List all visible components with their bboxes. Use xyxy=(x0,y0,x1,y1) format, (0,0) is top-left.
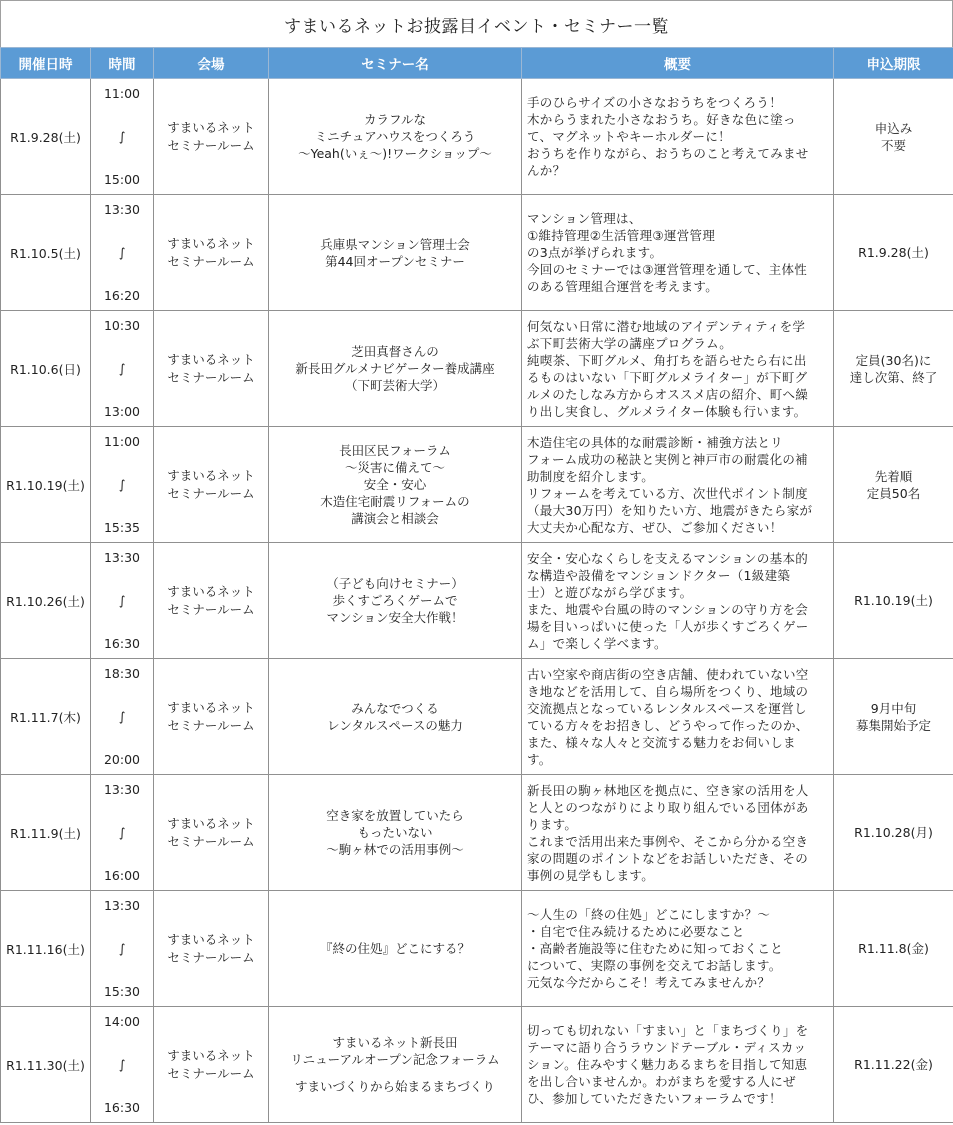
venue-line: セミナールーム xyxy=(167,485,255,501)
seminar-name-line: 芝田真督さんの xyxy=(351,344,439,359)
end-time: 15:35 xyxy=(103,519,141,535)
seminar-name-line: 新長田グルメナビゲーター養成講座 xyxy=(295,361,495,376)
summary-line: るものはいない「下町グルメライター」が下町グ xyxy=(527,369,808,385)
seminar-name-line: マンション安全大作戦！ xyxy=(326,610,464,625)
seminar-table xyxy=(0,47,953,1123)
summary-line: 木からうまれた小さなおうち。好きな色に塗っ xyxy=(527,112,796,127)
table-row xyxy=(1,1007,953,1123)
event-date: R1.11.16(土) xyxy=(1,891,91,1007)
summary-cell xyxy=(522,891,834,1007)
time-separator: ∫ xyxy=(118,128,126,144)
seminar-name-line: 長田区民フォーラム xyxy=(339,443,451,458)
header-venue: 会場 xyxy=(154,48,269,79)
summary-cell xyxy=(522,659,834,775)
deadline-cell xyxy=(834,427,953,543)
table-row xyxy=(1,543,953,659)
deadline-line: R1.9.28(土) xyxy=(858,245,929,260)
summary-line: ルメのたしなみ方からオススメ店の紹介、町へ繰 xyxy=(527,386,809,402)
deadline-line: R1.10.19(土) xyxy=(854,593,933,608)
time-range xyxy=(91,1011,153,1119)
deadline-cell xyxy=(834,659,953,775)
seminar-name-line: すまいるネット新長田 xyxy=(332,1035,458,1050)
summary-line: て、マグネットやキーホルダーに！ xyxy=(527,129,731,144)
deadline-line: 先着順 xyxy=(874,468,913,484)
time-separator: ∫ xyxy=(118,940,126,956)
time-separator: ∫ xyxy=(118,244,126,260)
start-time: 13:30 xyxy=(103,549,141,565)
summary-line: と人とのつながりにより取り組んでいる団体があ xyxy=(527,799,809,815)
venue-line: セミナールーム xyxy=(167,137,255,153)
event-date: R1.11.9(土) xyxy=(1,775,91,891)
time-separator: ∫ xyxy=(118,708,126,724)
summary-line: 安全・安心なくらしを支えるマンションの基本的 xyxy=(527,550,809,566)
start-time: 14:00 xyxy=(103,1013,141,1029)
summary-line: な構造や設備をマンションドクター（1級建築 xyxy=(527,567,791,583)
summary-line: 事例の見学もします。 xyxy=(527,867,655,883)
seminar-name-line: 第44回オープンセミナー xyxy=(325,253,465,269)
end-time: 16:20 xyxy=(103,287,141,303)
start-time: 10:30 xyxy=(103,317,141,333)
seminar-name-cell xyxy=(269,311,522,427)
seminar-name-cell xyxy=(269,1007,522,1123)
summary-line: 手のひらサイズの小さなおうちをつくろう！ xyxy=(527,95,783,110)
seminar-name-cell xyxy=(269,543,522,659)
summary-line: おうちを作りながら、おうちのこと考えてみませ xyxy=(527,146,809,161)
deadline-line: 定員(30名)に xyxy=(855,352,932,368)
start-time: 13:30 xyxy=(103,897,141,913)
summary-line: これまで活用出来た事例や、そこから分かる空き xyxy=(527,833,809,849)
time-cell xyxy=(91,79,154,195)
event-date: R1.11.30(土) xyxy=(1,1007,91,1123)
deadline-line: 申込み xyxy=(874,120,913,136)
time-cell xyxy=(91,195,154,311)
summary-cell xyxy=(522,775,834,891)
seminar-name-line: もったいない xyxy=(357,825,433,840)
event-date: R1.11.7(木) xyxy=(1,659,91,775)
deadline-line: 不要 xyxy=(880,137,906,153)
summary-line: 何気ない日常に潜む地域のアイデンティティを学 xyxy=(527,318,806,334)
seminar-name-line: すまいづくりから始まるまちづくり xyxy=(295,1079,495,1094)
time-range xyxy=(91,199,153,307)
venue-line: セミナールーム xyxy=(167,601,255,617)
seminar-name-cell xyxy=(269,891,522,1007)
venue-line: セミナールーム xyxy=(167,949,255,965)
venue-cell xyxy=(154,195,269,311)
header-seminar-name: セミナー名 xyxy=(269,48,522,79)
time-range xyxy=(91,779,153,887)
time-range xyxy=(91,431,153,539)
venue-line: すまいるネット xyxy=(167,815,255,831)
summary-line: 家の問題のポイントなどをお話しいただき、その xyxy=(527,850,809,866)
time-separator: ∫ xyxy=(118,1056,126,1072)
venue-line: セミナールーム xyxy=(167,1065,255,1081)
header-row xyxy=(1,48,953,79)
venue-line: セミナールーム xyxy=(167,833,255,849)
venue-cell xyxy=(154,891,269,1007)
end-time: 15:30 xyxy=(103,983,141,999)
seminar-name-line: （下町芸術大学） xyxy=(344,378,445,393)
seminar-name-line: 兵庫県マンション管理士会 xyxy=(320,236,470,252)
summary-line: り出し実食し、グルメライター体験も行います。 xyxy=(527,403,807,419)
header-time: 時間 xyxy=(91,48,154,79)
seminar-name-line: 木造住宅耐震リフォームの xyxy=(320,494,470,509)
summary-line: のある管理組合運営を考えます。 xyxy=(527,279,719,294)
summary-line: リフォームを考えている方、次世代ポイント制度 xyxy=(527,485,808,501)
time-range xyxy=(91,83,153,191)
summary-cell xyxy=(522,427,834,543)
seminar-name-line: 『終の住処』どこにする？ xyxy=(319,941,470,956)
seminar-name-line: リニューアルオープン記念フォーラム xyxy=(290,1052,500,1067)
table-row xyxy=(1,311,953,427)
deadline-line: 募集開始予定 xyxy=(855,717,931,733)
summary-line: について、実際の事例を交えてお話します。 xyxy=(527,958,782,973)
time-separator: ∫ xyxy=(118,824,126,840)
venue-line: すまいるネット xyxy=(167,699,255,715)
deadline-cell xyxy=(834,543,953,659)
summary-line: んか？ xyxy=(527,163,566,178)
start-time: 13:30 xyxy=(103,781,141,797)
table-row xyxy=(1,195,953,311)
summary-line: 純喫茶、下町グルメ、角打ちを語らせたら右に出 xyxy=(527,352,807,368)
deadline-line: 定員50名 xyxy=(866,485,921,501)
deadline-cell xyxy=(834,891,953,1007)
summary-line: ります。 xyxy=(527,816,578,832)
time-cell xyxy=(91,659,154,775)
summary-line: 今回のセミナーでは③運営管理を通して、主体性 xyxy=(527,262,808,277)
venue-cell xyxy=(154,775,269,891)
summary-line: 切っても切れない「すまい」と「まちづくり」を xyxy=(527,1023,809,1038)
event-date: R1.9.28(土) xyxy=(1,79,91,195)
start-time: 13:30 xyxy=(103,201,141,217)
deadline-cell xyxy=(834,79,953,195)
summary-line: 士）と遊びながら学びます。 xyxy=(527,584,693,600)
venue-line: セミナールーム xyxy=(167,253,255,269)
time-separator: ∫ xyxy=(118,360,126,376)
sheet-title: すまいるネットお披露目イベント・セミナー一覧 xyxy=(0,0,953,47)
seminar-name-line: ～駒ヶ林での活用事例～ xyxy=(326,842,464,857)
summary-cell xyxy=(522,1007,834,1123)
seminar-name-cell xyxy=(269,659,522,775)
time-range xyxy=(91,547,153,655)
start-time: 18:30 xyxy=(103,665,141,681)
summary-line: を出し合いませんか。わがまちを愛する人にぜ xyxy=(527,1074,796,1089)
summary-line: また、様々な人々と交流する魅力をお伺いしま xyxy=(527,734,796,750)
deadline-cell xyxy=(834,311,953,427)
summary-cell xyxy=(522,311,834,427)
seminar-name-line: 空き家を放置していたら xyxy=(326,808,464,823)
summary-line: ぶ下町芸術大学の講座プログラム。 xyxy=(527,335,733,351)
table-row xyxy=(1,79,953,195)
venue-cell xyxy=(154,1007,269,1123)
time-cell xyxy=(91,311,154,427)
summary-line: （最大30万円）を知りたい方、地震がきたら家が xyxy=(527,502,813,518)
summary-line: 木造住宅の具体的な耐震診断・補強方法とリ xyxy=(527,434,784,450)
deadline-line: 9月中旬 xyxy=(870,700,917,716)
summary-line: ・高齢者施設等に住むために知っておくこと xyxy=(527,941,784,956)
header-date: 開催日時 xyxy=(1,48,91,79)
start-time: 11:00 xyxy=(103,433,141,449)
deadline-line: 達し次第、終了 xyxy=(849,369,938,385)
seminar-name-line-spacer xyxy=(269,1068,521,1078)
time-cell xyxy=(91,427,154,543)
summary-line: ①維持管理②生活管理③運営管理 xyxy=(527,228,716,243)
deadline-line: R1.10.28(月) xyxy=(854,825,933,840)
seminar-name-line: ミニチュアハウスをつくろう xyxy=(314,129,476,144)
event-date: R1.10.26(土) xyxy=(1,543,91,659)
venue-line: すまいるネット xyxy=(167,583,255,599)
seminar-name-cell xyxy=(269,79,522,195)
summary-cell xyxy=(522,195,834,311)
summary-line: き地などを活用して、自ら場所をつくり、地域の xyxy=(527,683,809,699)
time-separator: ∫ xyxy=(118,592,126,608)
venue-cell xyxy=(154,427,269,543)
table-row xyxy=(1,891,953,1007)
deadline-line: R1.11.22(金) xyxy=(854,1057,933,1072)
summary-line: ム」で楽しく学べます。 xyxy=(527,635,667,651)
seminar-name-line: 安全・安心 xyxy=(363,477,427,492)
seminar-name-line: カラフルな xyxy=(363,112,426,127)
time-cell xyxy=(91,543,154,659)
header-summary: 概要 xyxy=(522,48,834,79)
table-row xyxy=(1,659,953,775)
time-range xyxy=(91,315,153,423)
summary-cell xyxy=(522,79,834,195)
venue-line: すまいるネット xyxy=(167,351,255,367)
venue-line: すまいるネット xyxy=(167,467,255,483)
summary-line: 古い空家や商店街の空き店舗、使われていない空 xyxy=(527,666,809,682)
start-time: 11:00 xyxy=(103,85,141,101)
summary-line: ション。住みやすく魅力あるまちを目指して知恵 xyxy=(527,1057,808,1072)
seminar-name-line: （子ども向けセミナー） xyxy=(326,576,464,591)
time-separator: ∫ xyxy=(118,476,126,492)
summary-line: 新長田の駒ヶ林地区を拠点に、空き家の活用を人 xyxy=(527,782,809,798)
summary-line: ・自宅で住み続けるために必要なこと xyxy=(527,924,745,939)
seminar-name-line: ～災害に備えて～ xyxy=(344,460,445,475)
event-date: R1.10.5(土) xyxy=(1,195,91,311)
table-row xyxy=(1,775,953,891)
deadline-cell xyxy=(834,775,953,891)
summary-cell xyxy=(522,543,834,659)
end-time: 13:00 xyxy=(103,403,141,419)
summary-line: ひ、参加していただきたいフォーラムです！ xyxy=(527,1091,782,1106)
summary-line: ～人生の「終の住処」どこにしますか？～ xyxy=(527,907,771,922)
seminar-name-line: 歩くすごろくゲームで xyxy=(332,593,458,608)
summary-line: 元気な今だからこそ！考えてみませんか？ xyxy=(527,975,771,990)
time-range xyxy=(91,663,153,771)
venue-cell xyxy=(154,311,269,427)
summary-line: の3点が挙げられます。 xyxy=(527,245,663,260)
seminar-name-line: レンタルスペースの魅力 xyxy=(327,717,463,733)
venue-line: すまいるネット xyxy=(167,931,255,947)
venue-cell xyxy=(154,79,269,195)
summary-line: テーマに語り合うラウンドテーブル・ディスカッ xyxy=(527,1040,807,1055)
end-time: 16:30 xyxy=(103,1099,141,1115)
venue-line: セミナールーム xyxy=(167,369,255,385)
venue-line: すまいるネット xyxy=(167,235,255,251)
summary-line: マンション管理は、 xyxy=(527,211,642,226)
seminar-name-line: ～Yeah(いぇ～)!ワークショップ～ xyxy=(298,146,492,161)
venue-line: セミナールーム xyxy=(167,717,255,733)
table-body xyxy=(1,79,953,1123)
deadline-cell xyxy=(834,195,953,311)
time-range xyxy=(91,895,153,1003)
end-time: 16:00 xyxy=(103,867,141,883)
venue-line: すまいるネット xyxy=(167,1047,255,1063)
table-row xyxy=(1,427,953,543)
summary-line: す。 xyxy=(527,751,552,767)
venue-cell xyxy=(154,659,269,775)
deadline-line: R1.11.8(金) xyxy=(858,941,929,956)
venue-line: すまいるネット xyxy=(167,119,255,135)
deadline-cell xyxy=(834,1007,953,1123)
summary-line: フォーム成功の秘訣と実例と神戸市の耐震化の補 xyxy=(527,451,808,467)
time-cell xyxy=(91,775,154,891)
summary-line: 助制度を紹介します。 xyxy=(527,468,655,484)
summary-line: また、地震や台風の時のマンションの守り方を会 xyxy=(527,601,809,617)
seminar-name-line: 講演会と相談会 xyxy=(351,511,439,526)
end-time: 15:00 xyxy=(103,171,141,187)
event-date: R1.10.19(土) xyxy=(1,427,91,543)
summary-line: ている方々をお招きし、どうやって作ったのか、 xyxy=(527,717,809,733)
seminar-name-cell xyxy=(269,427,522,543)
end-time: 16:30 xyxy=(103,635,141,651)
seminar-name-cell xyxy=(269,775,522,891)
summary-line: 場を目いっぱいに使った「人が歩くすごろくゲー xyxy=(527,618,809,634)
venue-cell xyxy=(154,543,269,659)
summary-line: 大丈夫か心配な方、ぜひ、ご参加ください！ xyxy=(527,519,783,535)
end-time: 20:00 xyxy=(103,751,141,767)
time-cell xyxy=(91,891,154,1007)
event-date: R1.10.6(日) xyxy=(1,311,91,427)
seminar-name-line: みんなでつくる xyxy=(351,700,439,716)
summary-line: 交流拠点となっているレンタルスペースを運営し xyxy=(527,700,807,716)
header-deadline: 申込期限 xyxy=(834,48,953,79)
time-cell xyxy=(91,1007,154,1123)
seminar-name-cell xyxy=(269,195,522,311)
